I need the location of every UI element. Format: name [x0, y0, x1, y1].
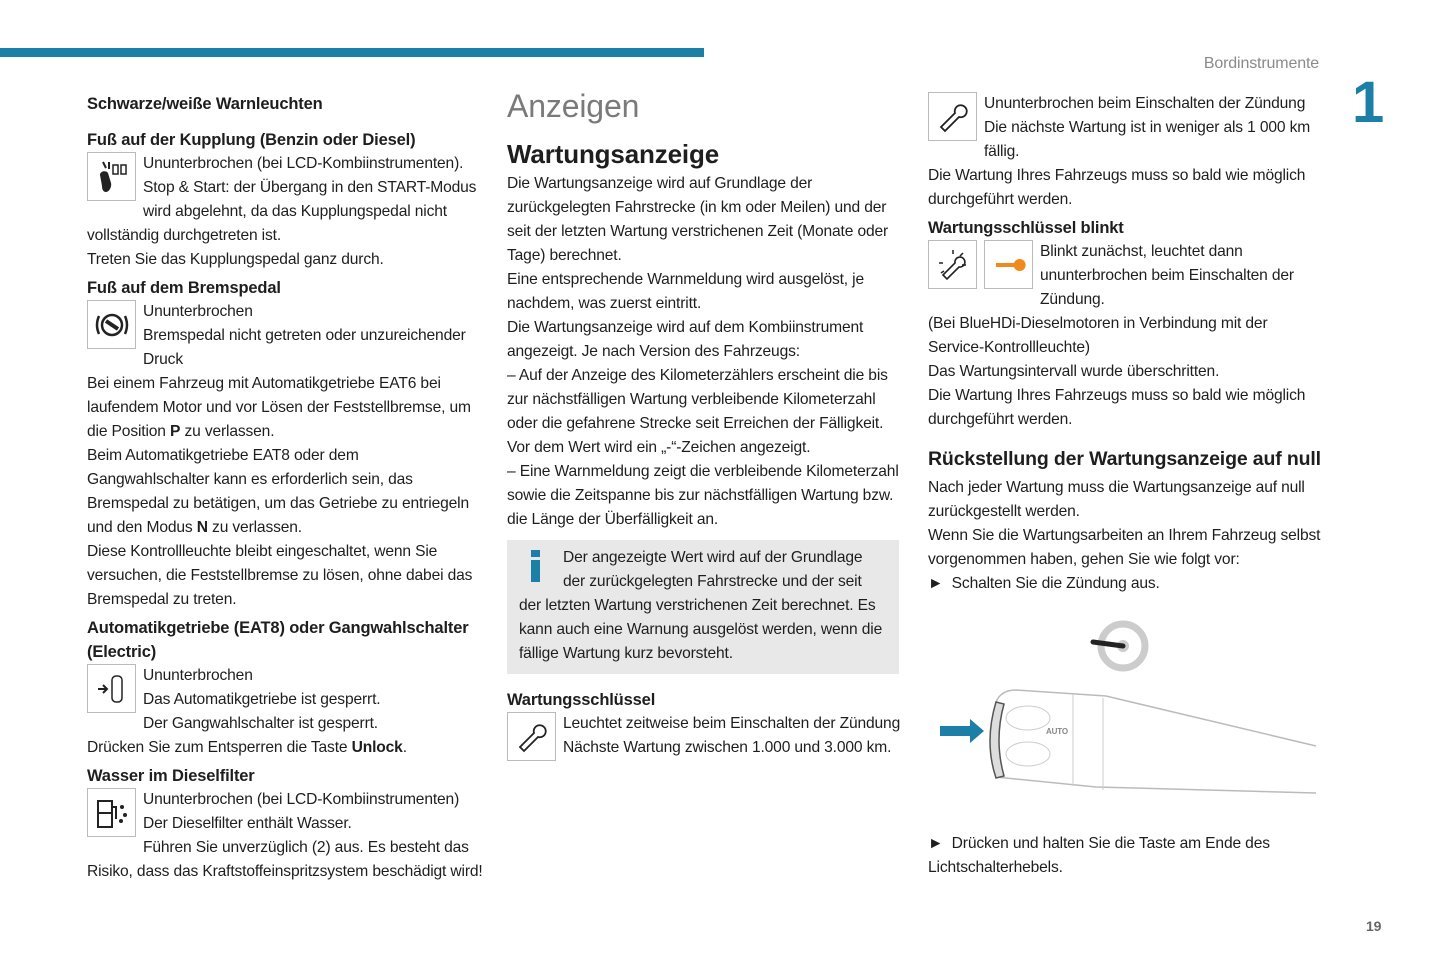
foot-on-brake-icon	[87, 300, 136, 349]
text: Beim Automatikgetriebe EAT8 oder dem Gangwahlschalter kann es erforderlich sein, das Bremspedal zu betätigen, um das Getriebe zu entriegeln und den Modus N zu verlassen.	[87, 447, 469, 536]
text: – Eine Warnmeldung zeigt die verbleibende Kilometerzahl sowie die Zeitspanne bis zur nächstfälligen Wartung bzw. die Länge der Überfälligkeit an.	[507, 463, 899, 528]
svg-text:AUTO: AUTO	[1046, 727, 1068, 736]
heading-reset: Rückstellung der Wartungsanzeige auf null	[928, 448, 1321, 470]
water-in-diesel-icon	[87, 788, 136, 837]
heading-service-key: Wartungsschlüssel	[507, 691, 656, 709]
wrench-icon	[928, 92, 977, 141]
heading-bw-warning-lights: Schwarze/weiße Warnleuchten	[87, 95, 323, 113]
text: Stop & Start: der Übergang in den START-Modus wird abgelehnt, da das Kupplungspedal nicht vollständig durchgetreten ist.	[87, 179, 477, 244]
wrench-icon	[507, 712, 556, 761]
text: Der Gangwahlschalter ist gesperrt.	[143, 715, 378, 732]
text: Die Wartungsanzeige wird auf Grundlage der zurückgelegten Fahrstrecke (in km oder Meilen) und der seit der letzten Wartung verstrichenen Zeit (Monate oder Tage) berechnet.	[507, 175, 889, 264]
heading-water-diesel: Wasser im Dieselfilter	[87, 767, 255, 785]
text: Ununterbrochen	[143, 667, 253, 684]
text: Drücken Sie zum Entsperren die Taste Unlock.	[87, 739, 407, 756]
text: – Auf der Anzeige des Kilometerzählers erscheint die bis zur nächstfälligen Wartung verbleibende Kilometerzahl oder die gefahrene Strecke seit Erreichen der Fälligkeit. Vor dem Wert wird ein „-“-Zeichen angezeigt.	[507, 367, 888, 456]
text: Die Wartungsanzeige wird auf dem Kombiinstrument angezeigt. Je nach Version des Fahrzeugs:	[507, 319, 864, 360]
heading-gearbox: Automatikgetriebe (EAT8) oder Gangwahlschalter (Electric)	[87, 619, 469, 661]
info-text: Der angezeigte Wert wird auf der Grundlage der zurückgelegten Fahrstrecke und der seit der letzten Wartung verstrichenen Zeit berechnet. Es kann auch eine Warnung ausgelöst werden, wenn die fällige Wartung kurz bevorsteht.	[519, 549, 883, 662]
text: Führen Sie unverzüglich (2) aus. Es besteht das Risiko, dass das Kraftstoffeinspritzsystem beschädigt wird!	[87, 839, 483, 880]
foot-on-clutch-icon	[87, 152, 136, 201]
text: Die nächste Wartung ist in weniger als 1 000 km fällig.	[984, 119, 1311, 160]
heading-service-indicator: Wartungsanzeige	[507, 139, 720, 169]
heading-key-blinks: Wartungsschlüssel blinkt	[928, 219, 1124, 237]
text: Ununterbrochen	[143, 303, 253, 320]
steering-and-stalk-drawing	[928, 606, 1324, 826]
info-box	[507, 540, 899, 674]
section-title: Bordinstrumente	[1203, 55, 1319, 72]
text: Nächste Wartung zwischen 1.000 und 3.000 km.	[563, 739, 892, 756]
info-icon	[525, 550, 549, 588]
orange-wrench-icon	[984, 240, 1033, 289]
text: Eine entsprechende Warnmeldung wird ausgelöst, je nachdem, was zuerst eintritt.	[507, 271, 865, 312]
text: Nach jeder Wartung muss die Wartungsanzeige auf null zurückgestellt werden.	[928, 479, 1305, 520]
gear-selector-lock-icon	[87, 664, 136, 713]
light-stalk-illustration	[928, 606, 1324, 826]
step-1: ► Schalten Sie die Zündung aus.	[928, 575, 1160, 592]
step-2: ► Drücken und halten Sie die Taste am Ende des Lichtschalterhebels.	[928, 835, 1270, 876]
text: Wenn Sie die Wartungsarbeiten an Ihrem Fahrzeug selbst vorgenommen haben, gehen Sie wie folgt vor:	[928, 527, 1321, 568]
blinking-wrench-icon	[928, 240, 977, 289]
text: Die Wartung Ihres Fahrzeugs muss so bald wie möglich durchgeführt werden.	[928, 167, 1306, 208]
text: Die Wartung Ihres Fahrzeugs muss so bald wie möglich durchgeführt werden.	[928, 387, 1306, 428]
text: Diese Kontrollleuchte bleibt eingeschaltet, wenn Sie versuchen, die Feststellbremse zu lösen, ohne dabei das Bremspedal zu treten.	[87, 543, 473, 608]
column-warning-lights	[87, 92, 483, 884]
text: Bei einem Fahrzeug mit Automatikgetriebe EAT6 bei laufendem Motor und vor Lösen der Feststellbremse, um die Position P zu verlassen.	[87, 375, 471, 440]
text: Ununterbrochen (bei LCD-Kombiinstrumenten).	[143, 155, 464, 172]
text: Der Dieselfilter enthält Wasser.	[143, 815, 352, 832]
header-accent-bar	[0, 48, 704, 57]
text: Blinkt zunächst, leuchtet dann ununterbrochen beim Einschalten der Zündung.	[1040, 243, 1294, 308]
page-title: Anzeigen	[507, 88, 640, 124]
text: Treten Sie das Kupplungspedal ganz durch.	[87, 251, 384, 268]
text: Ununterbrochen beim Einschalten der Zündung	[984, 95, 1306, 112]
page-number: 19	[1366, 918, 1382, 934]
text: (Bei BlueHDi-Dieselmotoren in Verbindung mit der Service-Kontrollleuchte)	[928, 315, 1268, 356]
text: Das Wartungsintervall wurde überschritten.	[928, 363, 1220, 380]
heading-clutch: Fuß auf der Kupplung (Benzin oder Diesel)	[87, 131, 416, 149]
column-service-indicator	[507, 86, 903, 761]
chapter-number: 1	[1352, 70, 1385, 135]
heading-brake: Fuß auf dem Bremspedal	[87, 279, 281, 297]
column-service-reset	[928, 92, 1324, 880]
text: Leuchtet zeitweise beim Einschalten der Zündung	[563, 715, 901, 732]
text: Das Automatikgetriebe ist gesperrt.	[143, 691, 381, 708]
text: Ununterbrochen (bei LCD-Kombiinstrumenten)	[143, 791, 460, 808]
text: Bremspedal nicht getreten oder unzureichender Druck	[143, 327, 466, 368]
